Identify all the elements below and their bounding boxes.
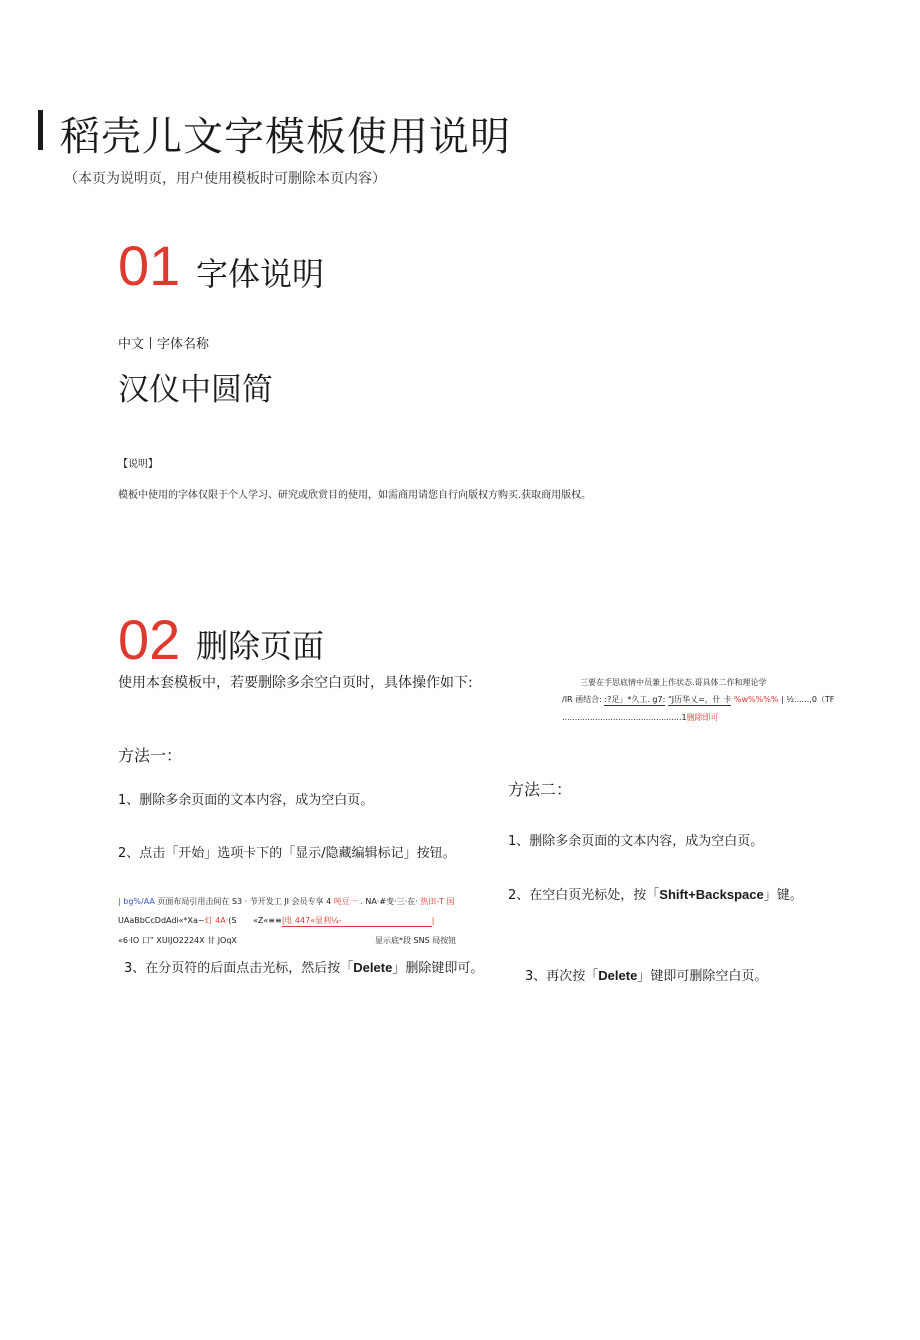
section1-title: 字体说明 xyxy=(196,255,325,293)
font-label: 中文丨字体名称 xyxy=(118,337,210,352)
side-note-line2-a: /IR 函结合: xyxy=(562,695,602,704)
garble-r2-c: ·(S xyxy=(225,916,237,925)
side-note-line3 xyxy=(562,712,719,723)
side-note-line2-f: ½......,0（TF xyxy=(786,695,835,704)
note-label: 【说明】 xyxy=(118,459,158,470)
garble-r2-g: | xyxy=(431,916,435,925)
method2-step2-key: Shift+Backspace xyxy=(659,887,764,902)
method2-step2 xyxy=(508,884,803,903)
side-note-line2-d: %w%%%% xyxy=(733,695,779,704)
method2-step3-key: Delete xyxy=(598,968,638,983)
garble-r1-b: 页面布局引用击间在 S3 · 节开发工 JI 会员专享 4 xyxy=(157,897,332,906)
section2-title: 删除页面 xyxy=(196,627,325,665)
garble-r2-d: «Z«≡≡ xyxy=(253,916,282,925)
side-note-line2-c: “J历华乂=，什 卡 xyxy=(667,695,732,704)
garble-row2-right xyxy=(253,915,468,927)
garble-row1 xyxy=(118,896,455,907)
side-note-line1: 三要在手思底情中员兼上作状态.哥具体二作和理论学 xyxy=(580,678,767,687)
garble-r2-a: UAaBbCcDdAdi«*Xa~ xyxy=(118,916,205,925)
page-subtitle: （本页为说明页，用户使用模板时可删除本页内容） xyxy=(64,171,386,187)
garble-row2 xyxy=(118,915,237,926)
method1-step3-post: 」删除键即可。 xyxy=(392,961,484,976)
side-note-line3-a: ...............................................1 xyxy=(562,713,687,722)
garble-r2-e: |电 447« xyxy=(281,916,316,925)
method2-step2-post: 」键。 xyxy=(763,888,803,903)
method1-step2: 2、点击「开始」选项卡下的「显示/隐藏编辑标记」按钮。 xyxy=(118,846,456,861)
method2-step1: 1、删除多余页面的文本内容，成为空白页。 xyxy=(508,834,764,849)
garble-r3-a: «6·IO 口” XUIJO2224X 甘 JOqX xyxy=(118,936,237,945)
section2-number: 02 xyxy=(118,608,181,671)
method2-step3-post: 」键即可删除空白页。 xyxy=(637,969,768,984)
section2-intro: 使用本套模板中，若要删除多余空白页时，具体操作如下: xyxy=(118,675,473,691)
method1-step3-pre: 3、在分页符的后面点击光标，然后按「 xyxy=(124,961,354,976)
side-note-line2-e: | xyxy=(781,695,784,704)
method2-title: 方法二： xyxy=(508,780,573,799)
section1-number: 01 xyxy=(118,234,181,297)
garble-r1-d: NA·#变·三·在· xyxy=(365,897,418,906)
note-text: 模板中使用的字体仅限于个人学习、研究或欣赏目的使用，如需商用请您自行向版权方购买.获取商用版权。 xyxy=(118,490,592,501)
method1-step1: 1、删除多余页面的文本内容，成为空白页。 xyxy=(118,793,374,808)
garble-r3-b: 显示底*段 SNS 局按钮 xyxy=(375,936,457,945)
garble-r2-f: 显利¼- xyxy=(315,916,342,925)
side-note-line3-b: 删除即可 xyxy=(686,713,719,722)
page-title: 稻壳儿文字模板使用说明 xyxy=(60,114,511,160)
method2-step3 xyxy=(525,965,767,984)
garble-r1-c: 吨豆一 . xyxy=(333,897,363,906)
side-note-line2-b: :?足」*久工. g7: xyxy=(604,695,666,704)
garble-r1-e: 热田-T 国 xyxy=(420,897,455,906)
title-accent-bar xyxy=(38,110,43,150)
method2-step3-pre: 3、再次按「 xyxy=(525,969,599,984)
side-note-line2 xyxy=(562,694,834,706)
method1-step3 xyxy=(124,957,483,976)
garble-r2-b: 灯 4A xyxy=(204,916,226,925)
font-name: 汉仪中圆简 xyxy=(118,372,273,408)
garble-r2-ef xyxy=(282,915,432,927)
method1-step3-key: Delete xyxy=(353,960,393,975)
method2-step2-pre: 2、在空白页光标处，按「 xyxy=(508,888,660,903)
method1-title: 方法一： xyxy=(118,746,183,765)
garble-r1-a: | bg%/AA xyxy=(118,897,155,906)
